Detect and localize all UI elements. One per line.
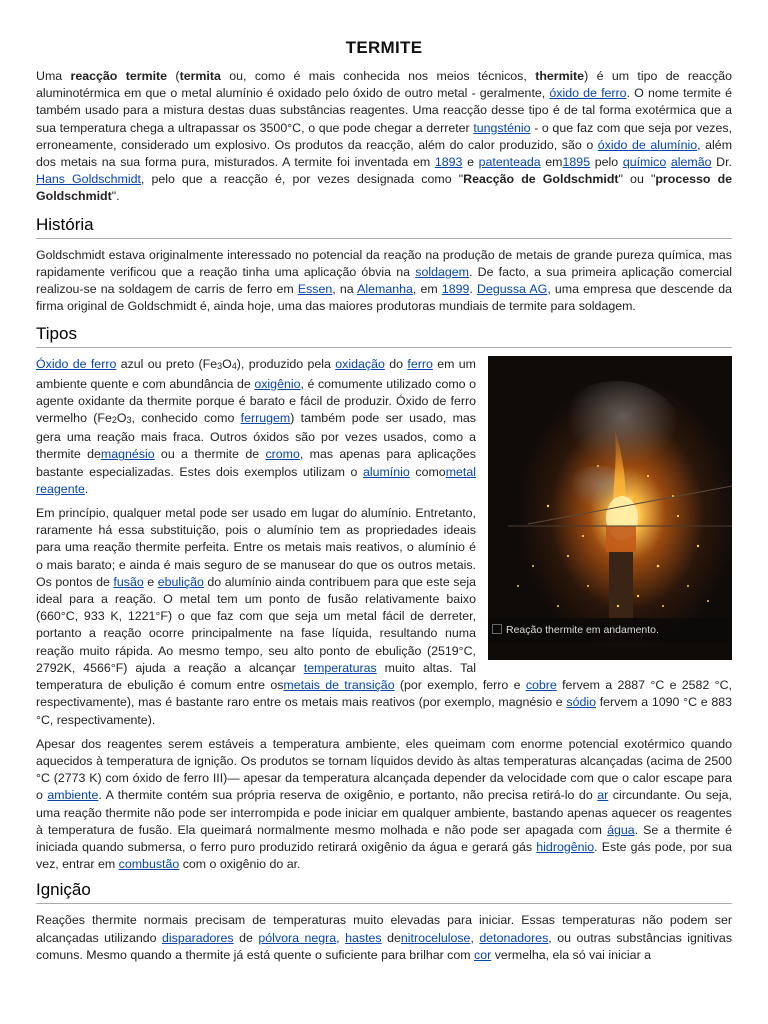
link-1893[interactable]: 1893 [434, 155, 463, 170]
tipos-paragraph-2: Em princípio, qualquer metal pode ser usado em lugar do alumínio. Entretanto, raramente há essa substituição, pois o alumínio tem as propriedades ideais para uma reação thermite perfeita. Entre os metais mais reativos, o alumínio é o mais barato; e ainda é mais seguro de se manusear do que os outros metais. Os pontos de fusão e ebulição do alumínio ainda contribuem para que este seja ideal para a reação. O metal tem um ponto de fusão relativamente baixo (660°C, 933 K, 1221°F) o que faz com que seja um metal fácil de derreter, portanto a reação ocorre principalmente na fase líquida, resultando numa reação muito rápida. Ao mesmo tempo, seu alto ponto de ebulição (2519°C, 2792K, 4566°F) ajuda a reação a alcançar temperaturas muito altas. Tal temperatura de ebulição é comum entre osmetais de transição (por exemplo, ferro e cobre fervem a 2887 °C e 2582 °C, respectivamente), mas é bastante raro entre os metais mais reativos (por exemplo, magnésio e sódio fervem a 1090 °C e 883 °C, respectivamente). [36, 506, 733, 727]
link-ebulicao[interactable]: ebulição [157, 574, 204, 589]
link-tungstenio[interactable]: tungsténio [473, 120, 531, 135]
link-cobre[interactable]: cobre [525, 678, 557, 693]
link-fusao[interactable]: fusão [113, 574, 144, 589]
image-caption: Reação thermite em andamento. [488, 618, 732, 642]
link-cromo[interactable]: cromo [265, 447, 300, 462]
link-patenteada[interactable]: patenteada [478, 155, 541, 170]
link-ferrugem[interactable]: ferrugem [240, 411, 291, 426]
link-agua[interactable]: água [607, 822, 635, 837]
link-reagente[interactable]: reagente [36, 481, 85, 496]
link-polvora-negra[interactable]: pólvora negra [258, 930, 337, 945]
link-metais-de-transicao[interactable]: metais de transição [283, 678, 395, 693]
link-hastes[interactable]: hastes [345, 930, 382, 945]
link-degussa-ag[interactable]: Degussa AG [477, 282, 548, 297]
link-oxido-de-ferro[interactable]: óxido de ferro [549, 86, 627, 101]
tipos-paragraph-3: Apesar dos reagentes serem estáveis a temperatura ambiente, eles queimam com enorme potencial exotérmico quando aquecidos à temperatura de ignição. Os produtos se tornam líquidos devido às altas temperaturas alcançadas (acima de 2500 °C (2773 K) com óxido de ferro III)— apesar da temperatura alcançada depender da velocidade com que o calor escape para o ambiente. A thermite contém sua própria reserva de oxigênio, e portanto, não precisa retirá-lo do ar circundante. Ou seja, uma reação thermite não pode ser interrompida e pode iniciar em qualquer ambiente, bastando apenas aquecer os reagentes à temperatura de fusão. Ela queimará normalmente mesmo molhada e não pode ser apagada com água. Se a thermite é iniciada quando submersa, o ferro puro produzido retirará oxigênio da água e gerará gás hidrogênio. Este gás pode, por sua vez, entrar em combustão com o oxigênio do ar. [36, 736, 733, 872]
link-cor[interactable]: cor [474, 947, 492, 962]
link-ambiente[interactable]: ambiente [47, 788, 99, 803]
link-1899[interactable]: 1899 [441, 282, 470, 297]
link-metal[interactable]: metal [445, 464, 476, 479]
link-magnesio[interactable]: magnésio [100, 447, 155, 462]
link-temperaturas[interactable]: temperaturas [303, 660, 377, 675]
link-hidrogenio[interactable]: hidrogênio [536, 839, 595, 854]
link-nitrocelulose[interactable]: nitrocelulose [400, 930, 471, 945]
heading-ignicao: Ignição [36, 879, 732, 904]
link-hans-goldschmidt[interactable]: Hans Goldschmidt [36, 172, 141, 187]
link-alemao[interactable]: alemão [670, 155, 712, 170]
thermite-image [488, 356, 732, 660]
ignicao-paragraph: Reações thermite normais precisam de temperaturas muito elevadas para iniciar. Essas temperaturas não podem ser alcançadas utilizando disparadores de pólvora negra, hastes denitrocelulose, detonadores, ou outras substâncias ignitivas comuns. Mesmo quando a thermite já está quente o suficiente para brilhar com cor vermelha, ela só vai iniciar a [36, 913, 733, 962]
link-quimico[interactable]: químico [622, 155, 667, 170]
enlarge-icon[interactable] [492, 624, 502, 634]
link-oxido-de-aluminio[interactable]: óxido de alumínio [597, 137, 698, 152]
link-ar[interactable]: ar [597, 788, 609, 803]
link-1895[interactable]: 1895 [562, 155, 591, 170]
tipos-paragraph-1: Óxido de ferro azul ou preto $(Fe_3O_4)$, produzido pela oxidação do ferro em um ambiente quente e com abundância de oxigênio, é comumente utilizado como o agente oxidante da thermite porque é barato e fácil de produzir. Óxido de ferro vermelho ($Fe_2O_3$, conhecido como ferrugem) também pode ser usado, mas gera uma reação mais fraca. Outros óxidos são por vezes usados, como a thermite demagnésio ou a thermite de cromo, mas apenas para aplicações bastante especializadas. Estes dois exemplos utilizam o alumínio comometal reagente. [36, 357, 477, 496]
link-oxidacao[interactable]: oxidação [335, 357, 385, 372]
link-detonadores[interactable]: detonadores [479, 930, 549, 945]
link-soldagem[interactable]: soldagem [415, 264, 469, 279]
link-disparadores[interactable]: disparadores [161, 930, 234, 945]
link-oxido-de-ferro-2[interactable]: Óxido de ferro [36, 357, 117, 372]
link-alemanha[interactable]: Alemanha [357, 282, 413, 297]
link-essen[interactable]: Essen [297, 282, 333, 297]
link-combustao[interactable]: combustão [118, 857, 180, 872]
historia-paragraph: Goldschmidt estava originalmente interessado no potencial da reação na produção de metais de grande pureza química, mas rapidamente verificou que a reação tinha uma aplicação óbvia na soldagem. De facto, a sua primeira aplicação comercial realizou-se na soldagem de carris de ferro em Essen, na Alemanha, em 1899. Degussa AG, uma empresa que descende da firma original de Goldschmidt é, ainda hoje, uma das maiores produtoras mundiais de termite para soldagem. [36, 247, 732, 314]
link-oxigenio[interactable]: oxigênio [254, 376, 301, 391]
page-title: TERMITE [345, 38, 423, 57]
heading-tipos: Tipos [36, 323, 732, 348]
intro-paragraph: Uma reacção termite (termita ou, como é mais conhecida nos meios técnicos, thermite) é um tipo de reacção aluminotérmica em que o metal alumínio é oxidado pelo óxido de outro metal - geralmente, óxido de ferro. O nome termite é também usado para a mistura destas duas substâncias reagentes. Uma reacção desse tipo é de tal forma exotérmica que a sua temperatura chega a ultrapassar os 3500°C, o que pode chegar a derreter tungsténio - o que faz com que seja por vezes, erroneamente, considerado um explosivo. Os produtos da reacção, além do calor produzido, são o óxido de alumínio, além dos metais na sua forma pura, misturados. A termite foi inventada em 1893 e patenteada em1895 pelo químico alemão Dr. Hans Goldschmidt, pelo que a reacção é, por vezes designada como "Reacção de Goldschmidt" ou "processo de Goldschmidt". [36, 69, 733, 204]
link-aluminio[interactable]: alumínio [362, 464, 410, 479]
link-ferro[interactable]: ferro [407, 357, 433, 372]
thermite-photo[interactable] [488, 356, 732, 660]
link-sodio[interactable]: sódio [566, 695, 597, 710]
heading-historia: História [36, 214, 732, 239]
